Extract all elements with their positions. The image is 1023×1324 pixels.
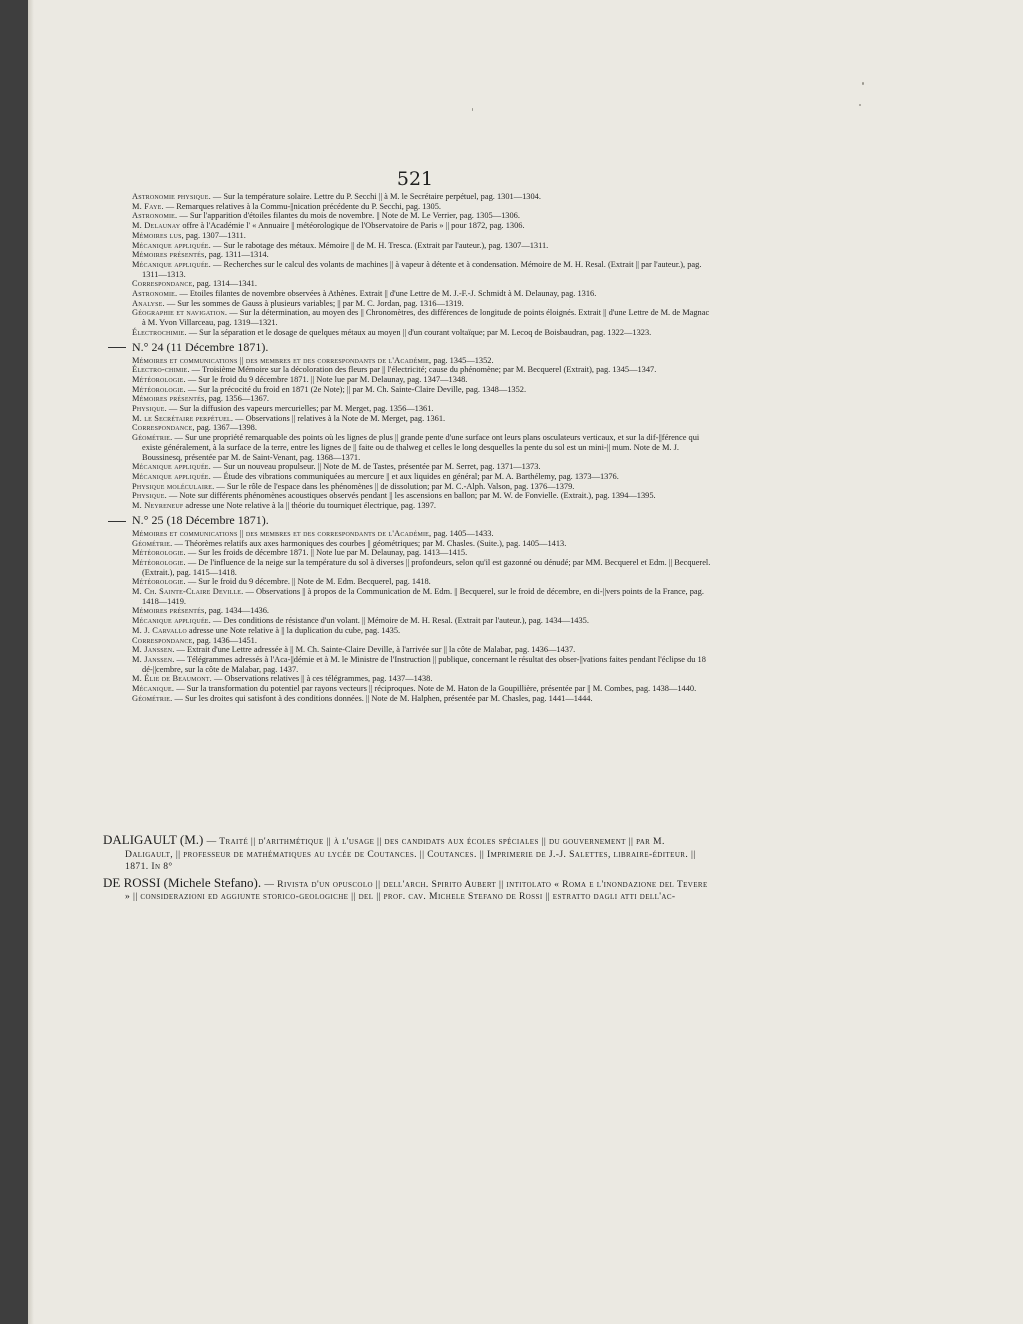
index-entry [132,375,712,385]
entry-heading: Géométrie. [132,433,173,443]
index-entry [132,482,712,492]
index-entry [132,385,712,395]
entry-heading: M. le Secrétaire perpétuel. [132,413,234,423]
entry-text: — Sur la séparation et le dosage de quelques métaux au moyen || d'un courant voltaïque; par M. Lecoq de Boisbaudran, pag. 1322—1323. [188,327,652,337]
entry-heading: M. Élie de Beaumont. [132,674,212,684]
section-heading-24 [108,340,712,355]
bibliography-text: — Traité || d'arithmétique || à l'usage || des candidats aux écoles spéciales || du gouvernement || par M. Daligault, || professeur de mathématiques au lycée de Coutances. || Coutances. || Imprimerie de J.-J. Salettes, libraire-éditeur. || 1871. In 8° [125,836,696,873]
entry-heading: Mécanique. [132,684,175,694]
entry-text: pag. 1434—1436. [208,606,270,616]
entry-text: — De l'influence de la neige sur la température du sol à diverses || profondeurs, selon qu'il est gazonné ou dénudé; par MM. Becquerel et Edm. || Becquerel. (Extrait.), pag. 1415—1418. [142,557,711,577]
entry-heading: Mécanique appliquée. [132,259,211,269]
index-entry [132,501,712,511]
entry-text: — Sur le rôle de l'espace dans les phénomènes || de dissolution; par M. C.-Alph. Valson, pag. 1376—1379. [216,481,575,491]
section-title-25: N.° 25 (18 Décembre 1871). [132,512,269,527]
index-entry [132,328,712,338]
entry-text: — Observations relatives || à ces télégrammes, pag. 1437—1438. [213,674,433,684]
entry-text: — Sur la détermination, au moyen des || Chronomètres, des différences de longitude de points éloignés. Extrait || d'une Lettre de M. de Magnac à M. Yvon Villarceau, pag. 1319—1321. [142,308,710,328]
entry-heading: Correspondance, [132,279,195,289]
entry-heading: Mémoires présentés, [132,250,207,260]
index-entry [132,221,712,231]
section-title-24: N.° 24 (11 Décembre 1871). [132,339,269,354]
index-entry [132,404,712,414]
entry-list-24 [132,356,712,511]
index-entry [132,645,712,655]
index-entry [132,616,712,626]
entry-text: — Sur les froids de décembre 1871. || Note lue par M. Delaunay, pag. 1413—1415. [187,548,468,558]
index-entry [132,606,712,616]
entry-text: — Observations || relatives à la Note de M. Merget, pag. 1361. [235,413,446,423]
entry-text: — Observations || à propos de la Communication de M. Edm. || Becquerel, sur le froid de décembre, en di-||vers points de la France, pag. 1418—1419. [142,587,704,606]
index-entry [132,674,712,684]
page-number: 521 [396,168,434,190]
entry-heading: M. Ch. Sainte-Claire Deville. [132,587,244,597]
entry-heading: Physique. [132,404,167,414]
entry-text: adresse une Note relative à || la duplication du cube, pag. 1435. [188,625,401,635]
entry-text: — Sur le rabotage des métaux. Mémoire || de M. H. Tresca. (Extrait par l'auteur.), pag. 1307—1311. [212,240,549,250]
entry-text: pag. 1314—1341. [196,279,257,289]
bibliography-entry [103,874,715,904]
bibliography-text: — Rivista d'un opuscolo || dell'arch. Spirito Aubert || intitolato « Roma e l'inondazione del Tevere » || considerazioni ed aggiunte storico-geologiche || del || prof. cav. Michele Stefano de Rossi || estratto dagli atti dell'ac- [125,878,708,903]
index-entry [132,414,712,424]
index-entry [132,491,712,501]
index-entry [132,260,712,279]
entry-heading: Correspondance, [132,423,195,433]
index-entry [132,472,712,482]
index-entry [132,655,712,674]
index-entry [132,279,712,289]
index-entry [132,192,712,202]
paper-speck [862,82,864,85]
index-entry [132,539,712,549]
entry-text: — Sur un nouveau propulseur. || Note de M. de Tastes, présentée par M. Serret, pag. 1371—1373. [212,462,541,472]
entry-text: — Remarques relatives à la Commu-||nication précédente du P. Secchi, pag. 1305. [165,201,442,211]
entry-heading: Mémoires lus, [132,230,184,240]
entry-heading: Physique moléculaire. [132,481,215,491]
entry-heading: Électro-chimie. [132,365,190,375]
entry-heading: Mécanique appliquée. [132,471,211,481]
index-entry [132,299,712,309]
entry-heading: Mécanique appliquée. [132,240,211,250]
entry-text: — Étude des vibrations communiquées au mercure || et aux liquides en général; par M. A. Barthélemy, pag. 1373—1376. [212,471,619,481]
entry-text: — Sur la diffusion des vapeurs mercurielles; par M. Merget, pag. 1356—1361. [168,404,434,414]
entry-heading: M. J. Carvallo [132,625,187,635]
page-binding-edge [28,0,34,1324]
index-entry [132,308,712,327]
index-entry [132,250,712,260]
entry-heading: Géographie et navigation. [132,308,228,318]
entry-heading: M. Neyreneuf [132,501,184,511]
index-entry [132,289,712,299]
entry-text: offre à l'Académie l' « Annuaire || météorologique de l'Observatoire de Paris » || pour 1872, pag. 1306. [182,221,525,231]
entry-text: — Sur l'apparition d'étoiles filantes du mois de novembre. || Note de M. Le Verrier, pag. 1305—1306. [179,211,520,221]
index-entry [132,202,712,212]
entry-heading: Correspondance, [132,635,195,645]
entry-text: — Sur le froid du 9 décembre. || Note de M. Edm. Becquerel, pag. 1418. [187,577,431,587]
entry-text: — Théorèmes relatifs aux axes harmoniques des courbes || géométriques; par M. Chasles. (Suite.), pag. 1405—1413. [174,538,567,548]
entry-heading: Météorologie. [132,374,186,384]
index-entry [132,241,712,251]
entry-text: — Sur la transformation du potentiel par rayons vecteurs || réciproques. Note de M. Haton de la Goupillière, présentée par || M. Combes, pag. 1438—1440. [176,684,697,694]
index-entries [132,192,712,703]
section-heading-25 [108,513,712,528]
entry-heading: M. Faye. [132,201,164,211]
index-entry [132,577,712,587]
entry-heading: Analyse. [132,298,165,308]
entry-heading: Mécanique appliquée. [132,616,211,626]
index-entry [132,211,712,221]
entry-text: — Télégrammes adressés à l'Aca-||démie et à M. le Ministre de l'Instruction || publique, concernant le résultat des obser-||vations faites pendant l'éclipse du 18 dé-||cembre, sur la côte de Malabar, pag. 1437. [142,654,706,674]
index-entry [132,684,712,694]
bibliography-entries [103,834,715,907]
entry-text: — Etoiles filantes de novembre observées à Athènes. Extrait || d'une Lettre de M. J.-F.-J. Schmidt à M. Delaunay, pag. 1316. [179,289,597,299]
entry-heading: Mémoires présentés, [132,394,207,404]
index-entry [132,462,712,472]
entry-list-top [132,192,712,338]
index-entry [132,548,712,558]
index-entry [132,529,712,539]
entry-heading: Mécanique appliquée. [132,462,211,472]
entry-text: — Sur les droites qui satisfont à des conditions données. || Note de M. Halphen, présentée par M. Chasles, pag. 1441—1444. [174,693,593,703]
entry-heading: Astronomie physique. [132,192,211,201]
index-entry [132,365,712,375]
entry-heading: Électrochimie. [132,327,187,337]
entry-text: — Sur les sommes de Gauss à plusieurs variables; || par M. C. Jordan, pag. 1316—1319. [166,298,464,308]
entry-text: pag. 1345—1352. [433,355,494,365]
index-entry [132,231,712,241]
bibliography-author: DE ROSSI (Michele Stefano). [103,874,265,890]
entry-text: pag. 1311—1314. [208,250,269,260]
index-entry [132,694,712,704]
entry-text: adresse une Note relative à la || théorie du tourniquet électrique, pag. 1397. [185,501,436,511]
entry-heading: Météorologie. [132,557,186,567]
entry-text: — Des conditions de résistance d'un volant. || Mémoire de M. H. Resal. (Extrait par l'auteur.), pag. 1434—1435. [212,616,589,626]
entry-text: pag. 1436—1451. [196,635,257,645]
entry-heading: Mémoires présentés, [132,606,207,616]
entry-heading: M. Janssen. [132,654,175,664]
entry-heading: Astronomie. [132,289,178,299]
entry-text: — Sur le froid du 9 décembre 1871. || Note lue par M. Delaunay, pag. 1347—1348. [187,374,468,384]
entry-heading: Géométrie. [132,693,173,703]
entry-heading: M. Delaunay [132,221,181,231]
bibliography-author: DALIGAULT (M.) [103,832,207,847]
entry-heading: Mémoires et communications || des membres et des correspondants de l'Académie, [132,528,432,538]
entry-heading: Météorologie. [132,577,186,587]
entry-text: — Recherches sur le calcul des volants de machines || à vapeur à détente et à condensation. Mémoire de M. H. Resal. (Extrait || par l'auteur.), pag. 1311—1313. [142,259,702,279]
entry-text: — Note sur différents phénomènes acoustiques observés pendant || les ascensions en ballon; par M. W. de Fonvielle. (Extrait.), pag. 1394—1395. [168,491,656,501]
index-entry [132,626,712,636]
entry-text: pag. 1307—1311. [185,230,246,240]
entry-text: pag. 1405—1433. [433,528,494,538]
index-entry [132,433,712,462]
entry-heading: Physique. [132,491,167,501]
entry-text: — Troisième Mémoire sur la décoloration des fleurs par || l'électricité; cause du phénomène; par M. Becquerel (Extrait), pag. 1345—1347. [191,365,657,375]
entry-heading: Météorologie. [132,384,186,394]
entry-text: pag. 1367—1398. [196,423,257,433]
entry-text: — Sur une propriété remarquable des points où les lignes de plus || grande pente d'une surface ont leurs plans osculateurs verticaux, et sur la dif-||férence qui existe généralement, à la surface de la terre, entre les lignes de || faite ou de thalweg et celles le long desquelles la pente du sol est un mini-|| mum. Note de M. J. Boussinesq, présentée par M. de Saint-Venant, pag. 1368—1371. [142,433,700,462]
index-entry [132,558,712,577]
entry-text: pag. 1356—1367. [208,394,270,404]
entry-heading: M. Janssen. [132,645,175,655]
entry-list-25 [132,529,712,704]
entry-text: — Sur la température solaire. Lettre du P. Secchi || à M. le Secrétaire perpétuel, pag. 1301—1304. [212,192,541,201]
index-entry [132,636,712,646]
entry-text: — Sur la précocité du froid en 1871 (2e Note); || par M. Ch. Sainte-Claire Deville, pag. 1348—1352. [187,384,527,394]
entry-heading: Météorologie. [132,548,186,558]
paper-speck [859,104,861,106]
index-entry [132,394,712,404]
entry-heading: Géométrie. [132,538,173,548]
entry-heading: Astronomie. [132,211,178,221]
paper-speck [472,108,473,111]
index-entry [132,587,712,606]
entry-heading: Mémoires et communications || des membres et des correspondants de l'Académie, [132,355,432,365]
entry-text: — Extrait d'une Lettre adressée à || M. Ch. Sainte-Claire Deville, à l'arrivée sur || la côte de Malabar, pag. 1436—1437. [176,645,576,655]
bibliography-entry [103,834,715,874]
index-entry [132,356,712,366]
index-entry [132,423,712,433]
heading-dash [108,347,126,348]
heading-dash [108,521,126,522]
